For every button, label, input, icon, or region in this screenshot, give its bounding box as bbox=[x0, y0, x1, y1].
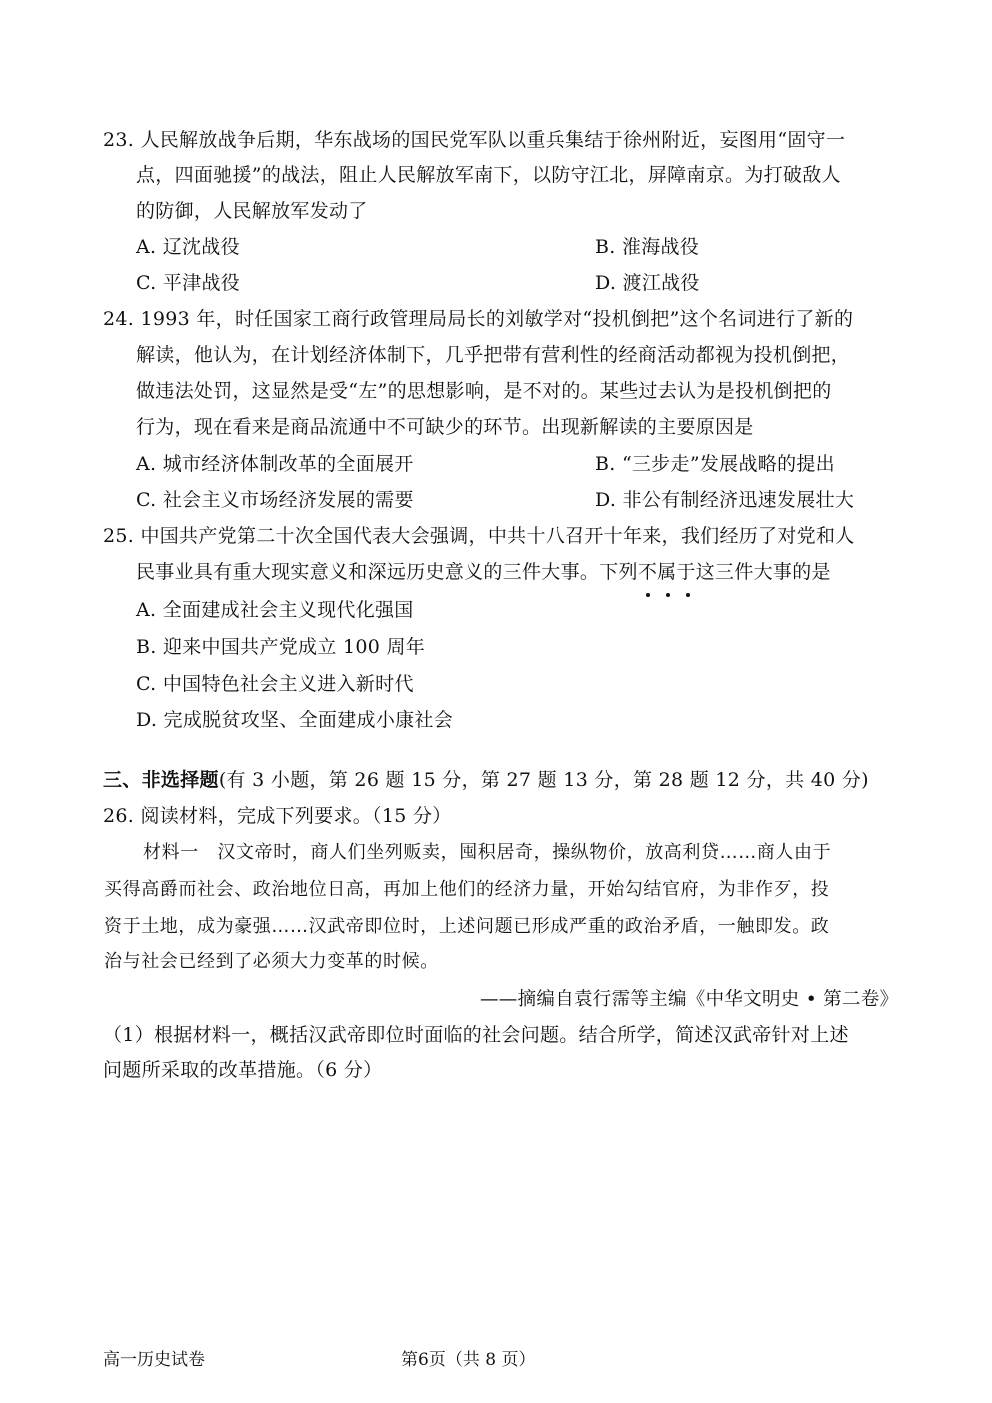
footer-page-number: 第6页（共 8 页） bbox=[401, 1350, 536, 1370]
q26-subquestion-1-line-1: （1）根据材料一，概括汉武帝即位时面临的社会问题。结合所学，简述汉武帝针对上述 bbox=[103, 1024, 849, 1046]
q26-material-1-line-4: 治与社会已经到了必须大力变革的时候。 bbox=[104, 951, 439, 972]
q24-option-c: C. 社会主义市场经济发展的需要 bbox=[136, 489, 414, 511]
q24-line-4: 行为，现在看来是商品流通中不可缺少的环节。出现新解读的主要原因是 bbox=[136, 416, 754, 438]
emphasis-dot bbox=[686, 593, 690, 597]
q25-emphasis-not-belong: 不属于 bbox=[638, 561, 696, 583]
q24-line-1: 24. 1993 年，时任国家工商行政管理局局长的刘敏学对“投机倒把”这个名词进行了新的 bbox=[103, 308, 854, 330]
q25-line-1: 25. 中国共产党第二十次全国代表大会强调，中共十八召开十年来，我们经历了对党和人 bbox=[103, 525, 855, 547]
q23-option-c: C. 平津战役 bbox=[136, 272, 241, 294]
q25-option-a: A. 全面建成社会主义现代化强国 bbox=[136, 599, 414, 621]
q26-material-1-line-1: 材料一 汉文帝时，商人们坐列贩卖，囤积居奇，操纵物价，放高利贷……商人由于 bbox=[143, 842, 832, 863]
q26-material-1-line-3: 资于土地，成为豪强……汉武帝即位时，上述问题已形成严重的政治矛盾，一触即发。政 bbox=[104, 916, 830, 937]
q24-line-2: 解读，他认为，在计划经济体制下，几乎把带有营利性的经商活动都视为投机倒把， bbox=[136, 344, 851, 366]
section-3-description: (有 3 小题，第 26 题 15 分，第 27 题 13 分，第 28 题 12 分，共 40 分) bbox=[218, 769, 869, 791]
q25-option-b: B. 迎来中国共产党成立 100 周年 bbox=[136, 636, 426, 658]
q26-material-1-line-2: 买得高爵而社会、政治地位日高，再加上他们的经济力量，开始勾结官府，为非作歹，投 bbox=[104, 879, 830, 900]
section-3-title: 三、非选择题 bbox=[103, 769, 219, 791]
q26-material-source: ——摘编自袁行霈等主编《中华文明史 • 第二卷》 bbox=[480, 989, 899, 1010]
q23-option-a: A. 辽沈战役 bbox=[136, 236, 240, 258]
q24-option-b: B. “三步走”发展战略的提出 bbox=[595, 453, 835, 475]
q25-line-2-pre: 民事业具有重大现实意义和深远历史意义的三件大事。下列 bbox=[136, 561, 638, 583]
q23-option-b: B. 淮海战役 bbox=[595, 236, 700, 258]
q25-option-c: C. 中国特色社会主义进入新时代 bbox=[136, 673, 414, 695]
section-3-heading bbox=[103, 766, 869, 794]
q23-line-1: 23. 人民解放战争后期，华东战场的国民党军队以重兵集结于徐州附近，妄图用“固守一 bbox=[103, 129, 846, 151]
q23-line-3: 的防御，人民解放军发动了 bbox=[136, 200, 368, 222]
q23-option-d: D. 渡江战役 bbox=[595, 272, 700, 294]
q24-option-a: A. 城市经济体制改革的全面展开 bbox=[136, 453, 414, 475]
emphasis-dot bbox=[646, 593, 650, 597]
q25-line-2-post: 这三件大事的是 bbox=[695, 561, 831, 583]
q26-subquestion-1-line-2: 问题所采取的改革措施。（6 分） bbox=[103, 1059, 383, 1081]
q25-option-d: D. 完成脱贫攻坚、全面建成小康社会 bbox=[136, 709, 454, 731]
q26-stem: 26. 阅读材料，完成下列要求。（15 分） bbox=[103, 805, 452, 827]
footer-exam-name: 高一历史试卷 bbox=[103, 1350, 205, 1370]
q23-line-2: 点，四面驰援”的战法，阻止人民解放军南下，以防守江北，屏障南京。为打破敌人 bbox=[136, 164, 841, 186]
q24-line-3: 做违法处罚，这显然是受“左”的思想影响，是不对的。某些过去认为是投机倒把的 bbox=[136, 380, 832, 402]
q24-option-d: D. 非公有制经济迅速发展壮大 bbox=[595, 489, 855, 511]
q25-line-2 bbox=[136, 558, 831, 586]
emphasis-dot bbox=[666, 593, 670, 597]
